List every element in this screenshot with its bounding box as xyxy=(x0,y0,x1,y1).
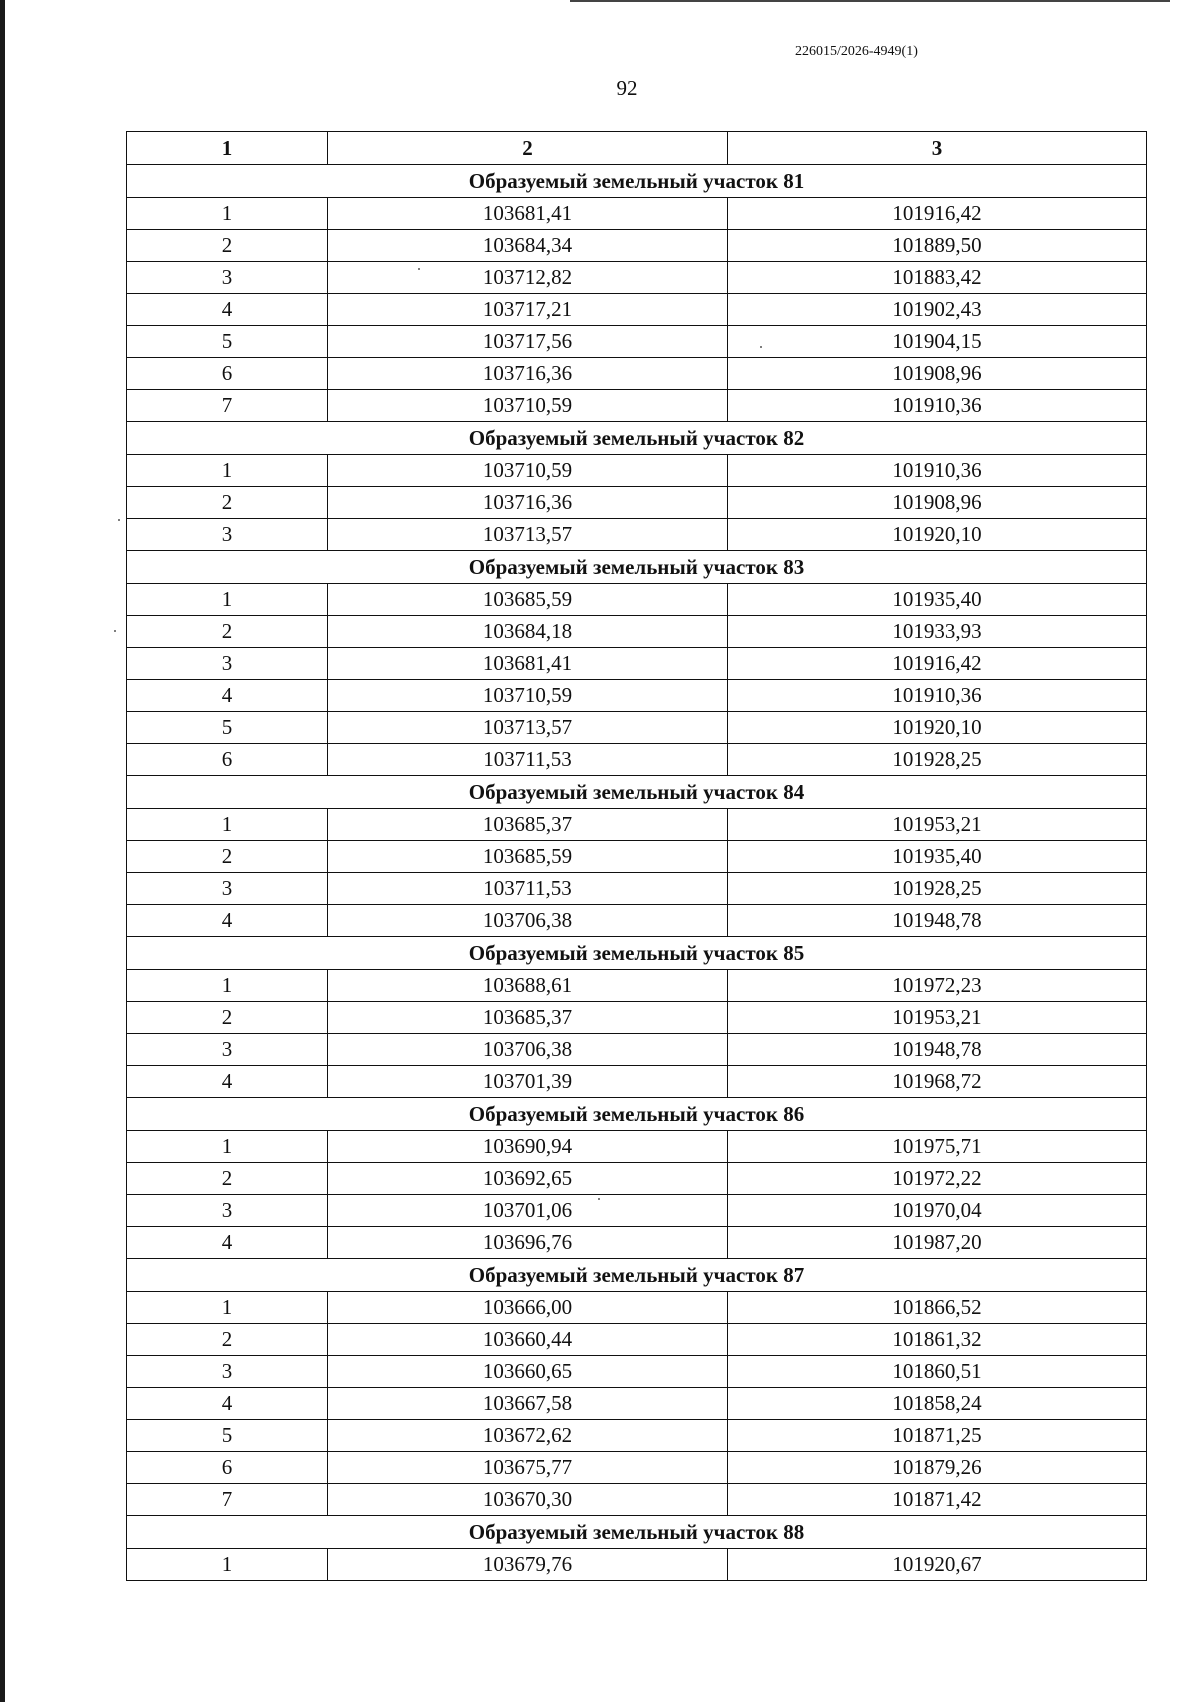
point-number-cell: 1 xyxy=(127,455,328,487)
y-coordinate-cell: 101972,22 xyxy=(728,1163,1147,1195)
point-number-cell: 5 xyxy=(127,712,328,744)
y-coordinate-cell: 101910,36 xyxy=(728,390,1147,422)
table-row xyxy=(127,1066,1147,1098)
point-number-cell: 2 xyxy=(127,230,328,262)
table-row xyxy=(127,1356,1147,1388)
point-number-cell: 3 xyxy=(127,648,328,680)
point-number-cell: 4 xyxy=(127,1388,328,1420)
point-number-cell: 2 xyxy=(127,1324,328,1356)
table-row xyxy=(127,198,1147,230)
y-coordinate-cell: 101871,25 xyxy=(728,1420,1147,1452)
x-coordinate-cell: 103672,62 xyxy=(328,1420,728,1452)
scan-speck xyxy=(114,630,116,632)
section-title-row xyxy=(127,776,1147,809)
point-number-cell: 5 xyxy=(127,326,328,358)
x-coordinate-cell: 103670,30 xyxy=(328,1484,728,1516)
y-coordinate-cell: 101904,15 xyxy=(728,326,1147,358)
section-title-row xyxy=(127,165,1147,198)
scan-edge xyxy=(0,0,5,1702)
table-row xyxy=(127,1292,1147,1324)
table-row xyxy=(127,841,1147,873)
point-number-cell: 2 xyxy=(127,1002,328,1034)
point-number-cell: 5 xyxy=(127,1420,328,1452)
point-number-cell: 4 xyxy=(127,1066,328,1098)
scan-top-line xyxy=(570,0,1170,2)
y-coordinate-cell: 101902,43 xyxy=(728,294,1147,326)
y-coordinate-cell: 101883,42 xyxy=(728,262,1147,294)
x-coordinate-cell: 103706,38 xyxy=(328,1034,728,1066)
y-coordinate-cell: 101948,78 xyxy=(728,905,1147,937)
x-coordinate-cell: 103679,76 xyxy=(328,1549,728,1581)
point-number-cell: 4 xyxy=(127,680,328,712)
point-number-cell: 2 xyxy=(127,487,328,519)
y-coordinate-cell: 101920,10 xyxy=(728,712,1147,744)
x-coordinate-cell: 103675,77 xyxy=(328,1452,728,1484)
table-row xyxy=(127,1388,1147,1420)
table-row xyxy=(127,262,1147,294)
section-title: Образуемый земельный участок 84 xyxy=(127,776,1147,809)
table-row xyxy=(127,294,1147,326)
table-row xyxy=(127,584,1147,616)
scan-speck xyxy=(418,268,420,270)
point-number-cell: 4 xyxy=(127,1227,328,1259)
x-coordinate-cell: 103716,36 xyxy=(328,487,728,519)
table-row xyxy=(127,1549,1147,1581)
section-title: Образуемый земельный участок 83 xyxy=(127,551,1147,584)
x-coordinate-cell: 103713,57 xyxy=(328,519,728,551)
table-row xyxy=(127,616,1147,648)
point-number-cell: 3 xyxy=(127,519,328,551)
y-coordinate-cell: 101920,10 xyxy=(728,519,1147,551)
y-coordinate-cell: 101871,42 xyxy=(728,1484,1147,1516)
y-coordinate-cell: 101910,36 xyxy=(728,455,1147,487)
y-coordinate-cell: 101970,04 xyxy=(728,1195,1147,1227)
y-coordinate-cell: 101935,40 xyxy=(728,841,1147,873)
x-coordinate-cell: 103684,34 xyxy=(328,230,728,262)
x-coordinate-cell: 103716,36 xyxy=(328,358,728,390)
table-row xyxy=(127,455,1147,487)
table-row xyxy=(127,680,1147,712)
point-number-cell: 4 xyxy=(127,294,328,326)
x-coordinate-cell: 103684,18 xyxy=(328,616,728,648)
y-coordinate-cell: 101968,72 xyxy=(728,1066,1147,1098)
x-coordinate-cell: 103685,37 xyxy=(328,809,728,841)
document-number: 226015/2026-4949(1) xyxy=(795,44,918,59)
table-row xyxy=(127,1195,1147,1227)
point-number-cell: 2 xyxy=(127,841,328,873)
point-number-cell: 1 xyxy=(127,1549,328,1581)
table-row xyxy=(127,1163,1147,1195)
table-row xyxy=(127,1227,1147,1259)
y-coordinate-cell: 101935,40 xyxy=(728,584,1147,616)
column-header-1: 1 xyxy=(127,132,328,165)
y-coordinate-cell: 101928,25 xyxy=(728,873,1147,905)
x-coordinate-cell: 103685,37 xyxy=(328,1002,728,1034)
table-row xyxy=(127,873,1147,905)
x-coordinate-cell: 103660,44 xyxy=(328,1324,728,1356)
point-number-cell: 4 xyxy=(127,905,328,937)
section-title: Образуемый земельный участок 86 xyxy=(127,1098,1147,1131)
y-coordinate-cell: 101908,96 xyxy=(728,487,1147,519)
y-coordinate-cell: 101953,21 xyxy=(728,809,1147,841)
point-number-cell: 3 xyxy=(127,1034,328,1066)
table-row xyxy=(127,1324,1147,1356)
x-coordinate-cell: 103688,61 xyxy=(328,970,728,1002)
section-title-row xyxy=(127,1098,1147,1131)
point-number-cell: 3 xyxy=(127,1356,328,1388)
point-number-cell: 3 xyxy=(127,873,328,905)
x-coordinate-cell: 103701,06 xyxy=(328,1195,728,1227)
section-title: Образуемый земельный участок 85 xyxy=(127,937,1147,970)
x-coordinate-cell: 103711,53 xyxy=(328,744,728,776)
x-coordinate-cell: 103710,59 xyxy=(328,680,728,712)
table-row xyxy=(127,519,1147,551)
y-coordinate-cell: 101916,42 xyxy=(728,198,1147,230)
table-row xyxy=(127,744,1147,776)
table-row xyxy=(127,487,1147,519)
point-number-cell: 2 xyxy=(127,1163,328,1195)
x-coordinate-cell: 103685,59 xyxy=(328,584,728,616)
table-row xyxy=(127,1420,1147,1452)
y-coordinate-cell: 101910,36 xyxy=(728,680,1147,712)
x-coordinate-cell: 103660,65 xyxy=(328,1356,728,1388)
table-row xyxy=(127,970,1147,1002)
point-number-cell: 3 xyxy=(127,1195,328,1227)
scan-speck xyxy=(598,1198,600,1200)
point-number-cell: 6 xyxy=(127,744,328,776)
x-coordinate-cell: 103681,41 xyxy=(328,648,728,680)
point-number-cell: 1 xyxy=(127,1131,328,1163)
y-coordinate-cell: 101858,24 xyxy=(728,1388,1147,1420)
point-number-cell: 6 xyxy=(127,358,328,390)
point-number-cell: 1 xyxy=(127,970,328,1002)
y-coordinate-cell: 101908,96 xyxy=(728,358,1147,390)
point-number-cell: 1 xyxy=(127,1292,328,1324)
table-row xyxy=(127,230,1147,262)
x-coordinate-cell: 103706,38 xyxy=(328,905,728,937)
table-row xyxy=(127,390,1147,422)
section-title-row xyxy=(127,937,1147,970)
point-number-cell: 7 xyxy=(127,1484,328,1516)
x-coordinate-cell: 103696,76 xyxy=(328,1227,728,1259)
table-row xyxy=(127,326,1147,358)
x-coordinate-cell: 103710,59 xyxy=(328,390,728,422)
y-coordinate-cell: 101866,52 xyxy=(728,1292,1147,1324)
point-number-cell: 1 xyxy=(127,584,328,616)
section-title-row xyxy=(127,1516,1147,1549)
y-coordinate-cell: 101948,78 xyxy=(728,1034,1147,1066)
table-row xyxy=(127,648,1147,680)
table-row xyxy=(127,1484,1147,1516)
table-row xyxy=(127,1131,1147,1163)
section-title: Образуемый земельный участок 87 xyxy=(127,1259,1147,1292)
x-coordinate-cell: 103717,56 xyxy=(328,326,728,358)
x-coordinate-cell: 103717,21 xyxy=(328,294,728,326)
y-coordinate-cell: 101879,26 xyxy=(728,1452,1147,1484)
table-header-row xyxy=(127,132,1147,165)
point-number-cell: 1 xyxy=(127,809,328,841)
y-coordinate-cell: 101928,25 xyxy=(728,744,1147,776)
table-row xyxy=(127,809,1147,841)
y-coordinate-cell: 101860,51 xyxy=(728,1356,1147,1388)
point-number-cell: 2 xyxy=(127,616,328,648)
column-header-3: 3 xyxy=(728,132,1147,165)
scan-speck xyxy=(118,519,120,521)
section-title: Образуемый земельный участок 82 xyxy=(127,422,1147,455)
x-coordinate-cell: 103666,00 xyxy=(328,1292,728,1324)
x-coordinate-cell: 103713,57 xyxy=(328,712,728,744)
point-number-cell: 6 xyxy=(127,1452,328,1484)
x-coordinate-cell: 103712,82 xyxy=(328,262,728,294)
y-coordinate-cell: 101975,71 xyxy=(728,1131,1147,1163)
x-coordinate-cell: 103681,41 xyxy=(328,198,728,230)
section-title-row xyxy=(127,422,1147,455)
table-row xyxy=(127,1034,1147,1066)
x-coordinate-cell: 103692,65 xyxy=(328,1163,728,1195)
x-coordinate-cell: 103711,53 xyxy=(328,873,728,905)
table-row xyxy=(127,358,1147,390)
x-coordinate-cell: 103690,94 xyxy=(328,1131,728,1163)
column-header-2: 2 xyxy=(328,132,728,165)
x-coordinate-cell: 103667,58 xyxy=(328,1388,728,1420)
x-coordinate-cell: 103685,59 xyxy=(328,841,728,873)
table-row xyxy=(127,905,1147,937)
y-coordinate-cell: 101987,20 xyxy=(728,1227,1147,1259)
point-number-cell: 3 xyxy=(127,262,328,294)
x-coordinate-cell: 103701,39 xyxy=(328,1066,728,1098)
scan-speck xyxy=(760,346,762,348)
y-coordinate-cell: 101972,23 xyxy=(728,970,1147,1002)
point-number-cell: 1 xyxy=(127,198,328,230)
y-coordinate-cell: 101861,32 xyxy=(728,1324,1147,1356)
table-row xyxy=(127,1002,1147,1034)
x-coordinate-cell: 103710,59 xyxy=(328,455,728,487)
section-title: Образуемый земельный участок 81 xyxy=(127,165,1147,198)
y-coordinate-cell: 101916,42 xyxy=(728,648,1147,680)
table-body xyxy=(127,165,1147,1581)
y-coordinate-cell: 101933,93 xyxy=(728,616,1147,648)
page-number: 92 xyxy=(616,76,638,100)
point-number-cell: 7 xyxy=(127,390,328,422)
table-row xyxy=(127,1452,1147,1484)
section-title-row xyxy=(127,551,1147,584)
section-title: Образуемый земельный участок 88 xyxy=(127,1516,1147,1549)
y-coordinate-cell: 101920,67 xyxy=(728,1549,1147,1581)
y-coordinate-cell: 101889,50 xyxy=(728,230,1147,262)
coordinates-table xyxy=(126,131,1147,1581)
table-row xyxy=(127,712,1147,744)
section-title-row xyxy=(127,1259,1147,1292)
y-coordinate-cell: 101953,21 xyxy=(728,1002,1147,1034)
